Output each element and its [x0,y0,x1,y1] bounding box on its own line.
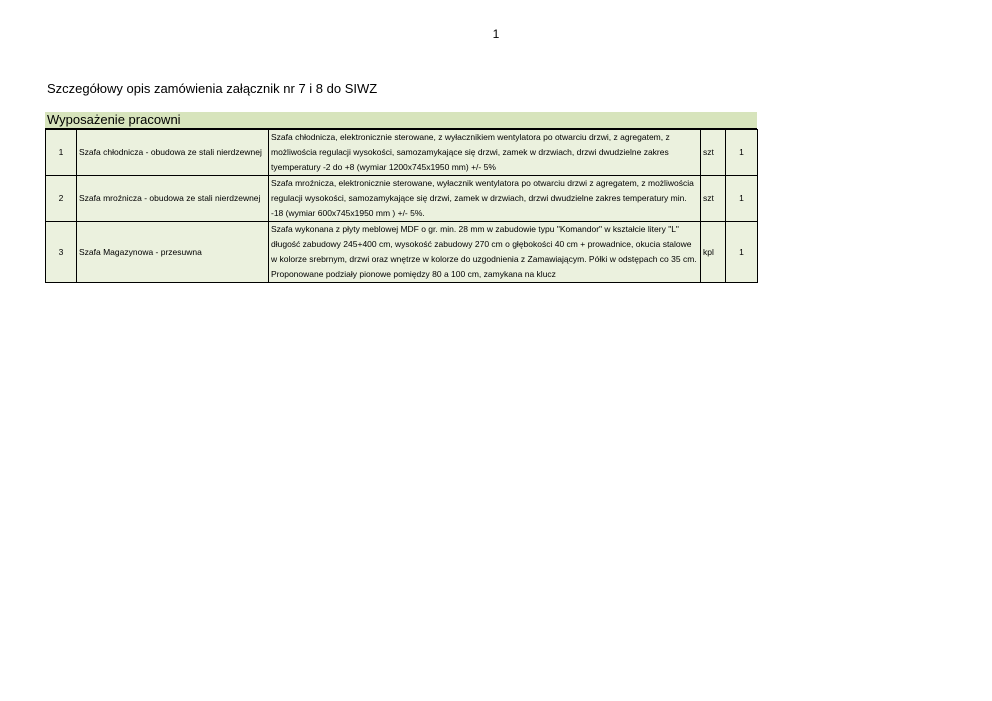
item-unit: szt [701,130,726,176]
equipment-table-container [45,112,757,283]
table-row [46,130,758,176]
item-quantity: 1 [726,222,758,283]
item-description: Szafa wykonana z płyty meblowej MDF o gr. min. 28 mm w zabudowie typu "Komandor" w kształcie litery "L" długość zabudowy 245+400 cm, wysokość zabudowy 270 cm o głębokości 40 cm + prowadnice, okucia stalowe w kolorze srebrnym, drzwi oraz wnętrze w kolorze do uzgodnienia z Zamawiającym. Półki w odstępach co 35 cm. Proponowane podziały pionowe pomiędzy 80 a 100 cm, zamykana na klucz [269,222,701,283]
item-unit: szt [701,176,726,222]
item-name: Szafa mroźnicza - obudowa ze stali nierdzewnej [77,176,269,222]
item-quantity: 1 [726,130,758,176]
item-unit: kpl [701,222,726,283]
item-name: Szafa chłodnicza - obudowa ze stali nierdzewnej [77,130,269,176]
table-row [46,176,758,222]
row-number: 3 [46,222,77,283]
row-number: 1 [46,130,77,176]
item-description: Szafa chłodnicza, elektronicznie sterowane, z wyłacznikiem wentylatora po otwarciu drzwi, z agregatem, z możliwościa regulacji wysokości, samozamykające się drzwi, zamek w drzwiach, drzwi dwudzielne zakres tyemperatury -2 do +8 (wymiar 1200x745x1950 mm) +/- 5% [269,130,701,176]
item-description: Szafa mroźnicza, elektronicznie sterowane, wyłacznik wentylatora po otwarciu drzwi z agregatem, z możliwościa regulacji wysokości, samozamykające się drzwi, zamek w drzwiach, drzwi dwudzielne zakres temperatury min. -18 (wymiar 600x745x1950 mm ) +/- 5%. [269,176,701,222]
section-header: Wyposażenie pracowni [45,112,757,129]
document-title: Szczegółowy opis zamówienia załącznik nr 7 i 8 do SIWZ [47,81,378,96]
table-row [46,222,758,283]
equipment-table [45,129,758,283]
row-number: 2 [46,176,77,222]
item-name: Szafa Magazynowa - przesuwna [77,222,269,283]
item-quantity: 1 [726,176,758,222]
page-number: 1 [492,27,500,41]
